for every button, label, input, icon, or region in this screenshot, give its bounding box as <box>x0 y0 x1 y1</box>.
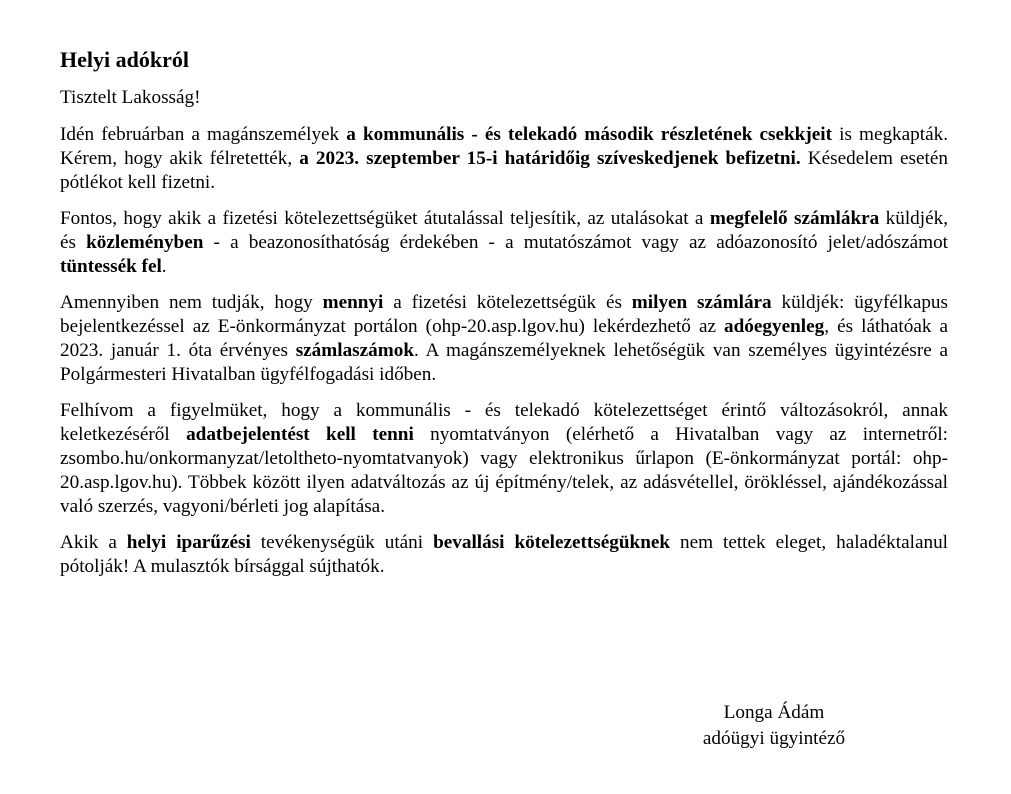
salutation: Tisztelt Lakosság! <box>60 87 201 108</box>
emphasis-text: megfelelő számlákra <box>709 208 880 229</box>
body-text: küldjék, és <box>60 208 948 253</box>
emphasis-text: mennyi <box>322 292 384 313</box>
emphasis-text: helyi iparűzési <box>126 532 251 553</box>
paragraph-transfer-instructions <box>60 207 948 279</box>
signature-role: adóügyi ügyintéző <box>702 728 846 749</box>
paragraph-payment-deadline <box>60 123 948 195</box>
emphasis-text: bevallási kötelezettségüknek <box>433 532 671 553</box>
body-text: Idén februárban a magánszemélyek <box>60 124 347 145</box>
emphasis-text: tüntessék fel <box>60 256 162 277</box>
signature-name: Longa Ádám <box>723 702 825 723</box>
emphasis-text: adatbejelentést kell tenni <box>186 424 414 445</box>
paragraph-balance-query <box>60 291 948 387</box>
emphasis-text: a 2023. szeptember 15-i határidőig szíveskedjenek befizetni. <box>299 148 801 169</box>
body-text: küldjék: ügyfélkapus bejelentkezéssel az E-önkormányzat portálon (ohp-20.asp.lgov.hu) lekérdezhető az <box>60 292 948 337</box>
body-text: Akik a <box>60 532 127 553</box>
body-text: Fontos, hogy akik a fizetési kötelezettségüket átutalással teljesítik, az utalásokat a <box>60 208 710 229</box>
document-body <box>60 44 948 591</box>
body-text: nem tettek eleget, haladéktalanul pótolják! A mulasztók bírsággal sújthatók. <box>60 532 948 577</box>
body-text: . A magánszemélyeknek lehetőségük van személyes ügyintézésre a Polgármesteri Hivatalban ügyfélfogadási időben. <box>60 340 948 385</box>
body-text: tevékenységük utáni <box>250 532 434 553</box>
body-text: . <box>161 256 167 277</box>
body-text: is megkapták. Kérem, hogy akik félretették, <box>60 124 948 169</box>
emphasis-text: a kommunális - és telekadó második részletének csekkjeit <box>346 124 832 145</box>
signature-block <box>670 700 878 752</box>
document-title: Helyi adókról <box>60 47 189 72</box>
body-text: nyomtatványon (elérhető a Hivatalban vagy az internetről: zsombo.hu/onkormanyzat/letoltheto-nyomtatvanyok) vagy elektronikus űrlapon (E-önkormányzat portál: ohp-20.asp.lgov.hu). Többek között ilyen adatváltozás az új építmény/telek, az adásvétellel, örökléssel, ajándékozással való szerzés, vagyoni/bérleti jog alapítása. <box>60 424 948 517</box>
body-text: - a beazonosíthatóság érdekében - a mutatószámot vagy az adóazonosító jelet/adószámot <box>203 232 948 253</box>
body-text: Felhívom a figyelmüket, hogy a kommunális - és telekadó kötelezettséget érintő változásokról, annak keletkezéséről <box>60 400 948 445</box>
body-text: Késedelem esetén pótlékot kell fizetni. <box>60 148 948 193</box>
body-text: , és láthatóak a 2023. január 1. óta érvényes <box>60 316 948 361</box>
emphasis-text: adóegyenleg <box>724 316 825 337</box>
emphasis-text: milyen számlára <box>631 292 772 313</box>
body-text: a fizetési kötelezettségük és <box>383 292 632 313</box>
paragraph-data-reporting <box>60 399 948 519</box>
body-text: Amennyiben nem tudják, hogy <box>60 292 323 313</box>
emphasis-text: számlaszámok <box>295 340 414 361</box>
emphasis-text: közleményben <box>86 232 204 253</box>
paragraph-local-business-tax <box>60 531 948 579</box>
